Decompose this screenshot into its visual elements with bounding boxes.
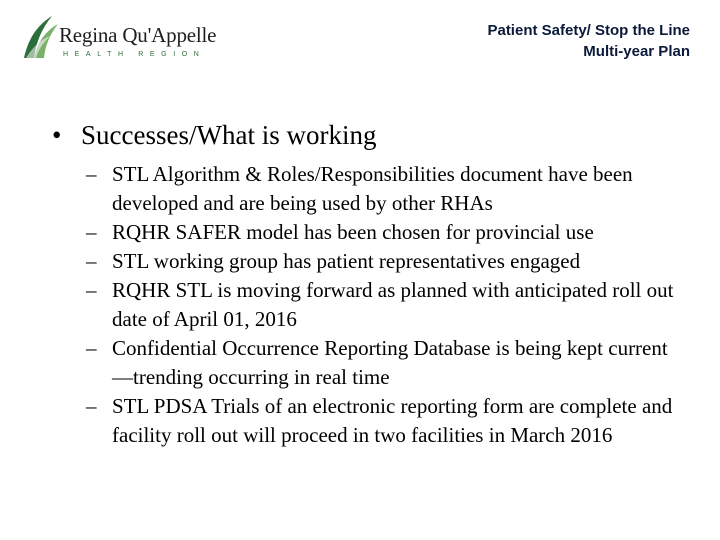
dash-icon: – bbox=[86, 394, 97, 418]
logo-subtitle: HEALTH REGION bbox=[63, 51, 206, 58]
bullet-icon: • bbox=[52, 120, 62, 150]
list-item bbox=[84, 247, 684, 276]
sub-bullet-list bbox=[84, 160, 684, 450]
slide-title bbox=[487, 20, 690, 62]
list-item-text: RQHR SAFER model has been chosen for provincial use bbox=[112, 220, 594, 244]
list-item bbox=[84, 160, 684, 218]
health-region-logo bbox=[22, 14, 232, 66]
list-item-text: STL Algorithm & Roles/Responsibilities document have been developed and are being used by other RHAs bbox=[112, 162, 633, 215]
list-item-text: Confidential Occurrence Reporting Database is being kept current—trending occurring in real time bbox=[112, 336, 668, 389]
list-item bbox=[84, 218, 684, 247]
dash-icon: – bbox=[86, 336, 97, 360]
logo-name: Regina Qu'Appelle bbox=[59, 23, 217, 47]
main-bullet-text: Successes/What is working bbox=[81, 120, 377, 150]
dash-icon: – bbox=[86, 278, 97, 302]
dash-icon: – bbox=[86, 220, 97, 244]
slide-title-line-2: Multi-year Plan bbox=[583, 43, 690, 60]
leaf-swoosh-logo-icon bbox=[22, 14, 62, 60]
list-item-text: STL PDSA Trials of an electronic reporting form are complete and facility roll out will proceed in two facilities in March 2016 bbox=[112, 394, 673, 447]
list-item-text: STL working group has patient representatives engaged bbox=[112, 249, 581, 273]
slide-title-line-1: Patient Safety/ Stop the Line bbox=[487, 22, 690, 39]
main-bullet bbox=[52, 116, 376, 154]
list-item bbox=[84, 392, 684, 450]
list-item bbox=[84, 334, 684, 392]
list-item-text: RQHR STL is moving forward as planned with anticipated roll out date of April 01, 2016 bbox=[112, 278, 674, 331]
dash-icon: – bbox=[86, 162, 97, 186]
dash-icon: – bbox=[86, 249, 97, 273]
list-item bbox=[84, 276, 684, 334]
